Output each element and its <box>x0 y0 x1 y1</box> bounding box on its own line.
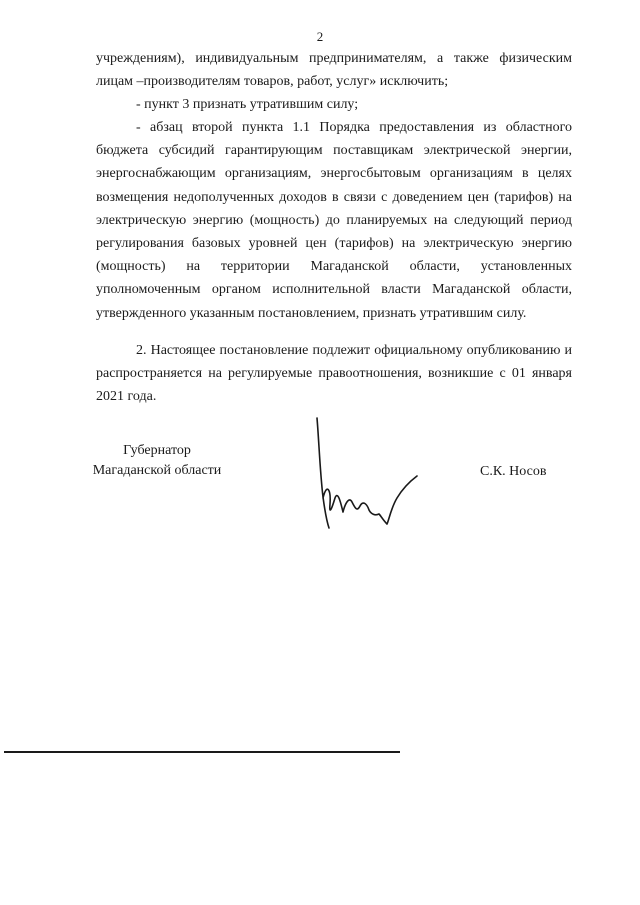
page-number: 2 <box>316 29 324 44</box>
paragraph-item-3 <box>96 93 572 116</box>
handwritten-signature <box>305 412 425 542</box>
signatory-name: С.К. Носов <box>480 464 547 479</box>
paragraph-continuation-text: учреждениям), индивидуальным предпринимателям, а также физическим лицам –производителям товаров, работ, услуг» исключить; <box>96 51 572 90</box>
paragraph-point-2 <box>96 339 572 409</box>
signatory-role <box>87 441 227 481</box>
paragraph-point-2-text: 2. Настоящее постановление подлежит официальному опубликованию и распространяется на регулируемые правоотношения, возникшие с 01 января 2021 года. <box>96 343 572 405</box>
signatory-role-line-1: Губернатор <box>123 443 191 458</box>
paragraph-abzac-text: - абзац второй пункта 1.1 Порядка предоставления из областного бюджета субсидий гарантирующим поставщикам электрической энергии, энергоснабжающим организациям, энергосбытовым организациям в целях возмещения недополученных доходов в связи с доведением цен (тарифов) на электрическую энергию (мощность) до планируемых на следующий период регулирования базовых уровней цен (тарифов) на электрическую энергию (мощность) на территории Магаданской области, установленных уполномоченным органом исполнительной власти Магаданской области, утвержденного указанным постановлением, признать утратившим силу. <box>96 120 572 321</box>
paragraph-continuation <box>96 47 572 93</box>
paragraph-item-3-text: - пункт 3 признать утратившим силу; <box>136 97 359 112</box>
footer-divider <box>4 751 400 753</box>
paragraph-abzac <box>96 116 572 325</box>
signatory-role-line-2: Магаданской области <box>92 463 222 478</box>
